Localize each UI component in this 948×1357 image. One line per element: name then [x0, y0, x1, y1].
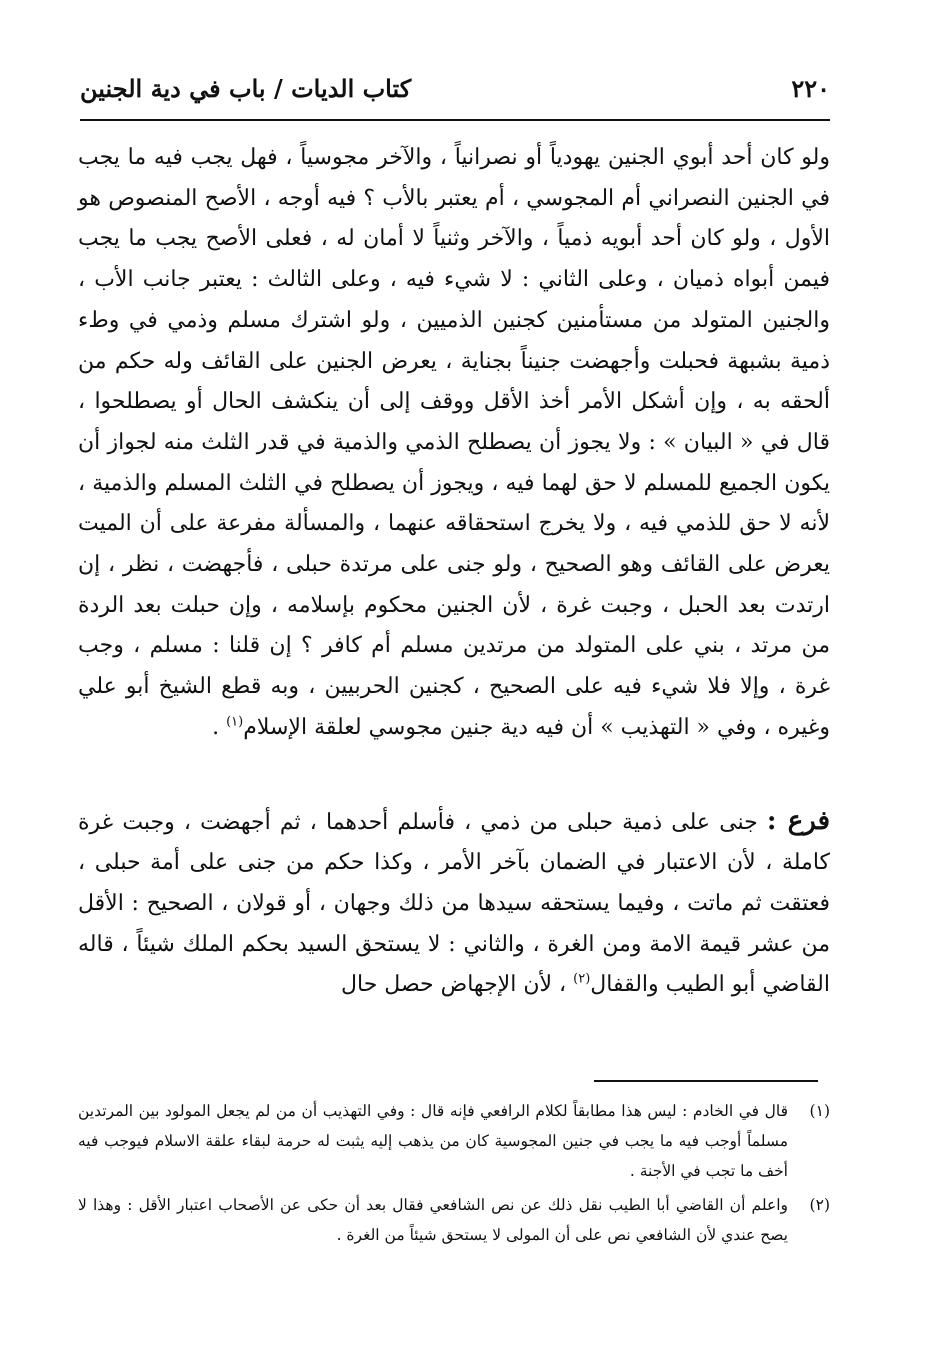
footnote-2-text: واعلم أن القاضي أبا الطيب نقل ذلك عن نص الشافعي فقال بعد أن حكى عن الأصحاب اعتبار الأقل : وهذا لا يصح عندي لأن الشافعي نص على أن المولى لا يستحق شيئاً من الغرة .	[78, 1196, 788, 1244]
paragraph-2	[78, 801, 830, 1007]
footnote-2-number: (٢)	[809, 1196, 830, 1214]
paragraph-1-end: .	[212, 714, 227, 740]
paragraph-2-text-b: ، لأن الإجهاض حصل حال	[341, 972, 574, 998]
page-number: ٢٢٠	[791, 73, 830, 103]
paragraph-1-text: ولو كان أحد أبوي الجنين يهودياً أو نصرانياً ، والآخر مجوسياً ، فهل يجب فيه ما يجب في الجنين النصراني أم المجوسي ، أم يعتبر بالأب ؟ فيه أوجه ، الأصح المنصوص هو الأول ، ولو كان أحد أبويه ذمياً ، والآخر وثنياً لا أمان له ، فعلى الأصح يجب ما يجب فيمن أبواه ذميان ، وعلى الثاني : لا شيء فيه ، وعلى الثالث : يعتبر جانب الأب ، والجنين المتولد من مستأمنين كجنين الذميين ، ولو اشترك مسلم وذمي في وطء ذمية بشبهة فحبلت وأجهضت جنيناً بجناية ، يعرض الجنين على القائف وله حكم من ألحقه به ، وإن أشكل الأمر أخذ الأقل ووقف إلى أن ينكشف الحال أو يصطلحوا ، قال في « البيان » : ولا يجوز أن يصطلح الذمي والذمية في قدر الثلث منه لجواز أن يكون الجميع للمسلم لا حق لهما فيه ، ويجوز أن يصطلح في الثلث المسلم والذمية ، لأنه لا حق للذمي فيه ، ولا يخرج استحقاقه عنهما ، والمسألة مفرعة على أن الميت يعرض على القائف وهو الصحيح ، ولو جنى على مرتدة حبلى ، فأجهضت ، نظر ، إن ارتدت بعد الحبل ، وجبت غرة ، لأن الجنين محكوم بإسلامه ، وإن حبلت بعد الردة من مرتد ، بني على المتولد من مرتدين مسلم أم كافر ؟ إن قلنا : مسلم ، وجب غرة ، وإلا فلا شيء فيه على الصحيح ، كجنين الحربيين ، وبه قطع الشيخ أبو علي وغيره ، وفي « التهذيب » أن فيه دية جنين مجوسي لعلقة الإسلام	[78, 145, 830, 740]
footnote-2	[78, 1190, 830, 1250]
footnote-1-text: قال في الخادم : ليس هذا مطابقاً لكلام الرافعي فإنه قال : وفي التهذيب أن من لم يجعل المولود بين المرتدين مسلماً أوجب فيه ما يجب في جنين المجوسية كان من يذهب إليه يثبت له حرمة لبقاء علقة الاسلام فيوجب فيه أخف ما تجب في الأجنة .	[78, 1102, 788, 1180]
footnote-1-number: (١)	[809, 1102, 830, 1120]
running-title: كتاب الديات / باب في دية الجنين	[80, 73, 412, 103]
footnote-ref-1: (١)	[226, 714, 244, 730]
main-text	[78, 138, 830, 1006]
paragraph-1	[78, 138, 830, 749]
footnotes	[78, 1096, 830, 1250]
footnote-1	[78, 1096, 830, 1186]
footnote-divider	[594, 1080, 818, 1082]
header-divider	[80, 119, 830, 121]
paragraph-2-text-a: جنى على ذمية حبلى من ذمي ، فأسلم أحدهما ، ثم أجهضت ، وجبت غرة كاملة ، لأن الاعتبار في الضمان بآخر الأمر ، وكذا حكم من جنى على أمة حبلى ، فعتقت ثم ماتت ، وفيما يستحقه سيدها من ذلك وجهان ، أو قولان ، الصحيح : الأقل من عشر قيمة الامة ومن الغرة ، والثاني : لا يستحق السيد بحكم الملك شيئاً ، قاله القاضي أبو الطيب والقفال	[78, 809, 830, 998]
page-header	[80, 64, 830, 112]
section-lead-far: فرع :	[766, 805, 831, 836]
footnote-ref-2: (٢)	[573, 972, 591, 988]
